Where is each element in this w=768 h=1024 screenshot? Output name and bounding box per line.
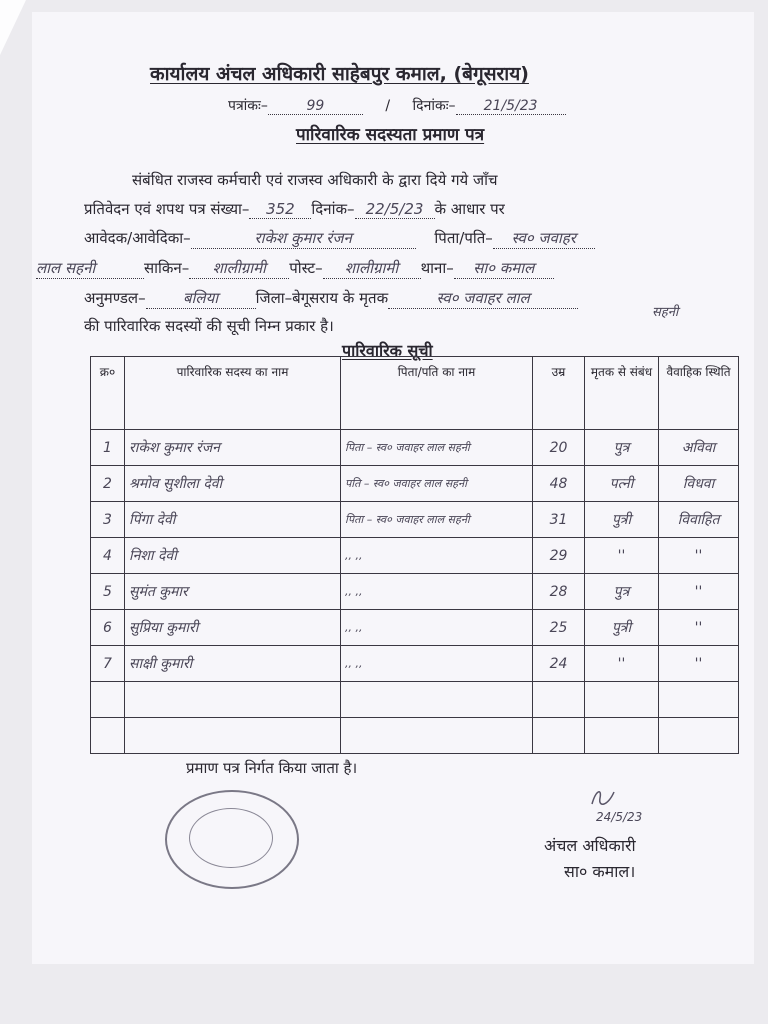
serial-cell: 2 xyxy=(91,466,125,502)
separator: / xyxy=(385,98,391,114)
father-husband-cell xyxy=(341,718,533,754)
father-husband-cell: ,, ,, xyxy=(341,538,533,574)
body-line-2 xyxy=(84,199,505,219)
member-name-cell xyxy=(125,682,341,718)
officer-place: सा० कमाल। xyxy=(564,862,636,881)
table-header-row xyxy=(91,357,739,430)
member-name-cell: श्रमोव सुशीला देवी xyxy=(125,466,341,502)
age-cell: 28 xyxy=(533,574,585,610)
table-row xyxy=(91,718,739,754)
subdivision-value: बलिया xyxy=(146,288,256,309)
page-fold-corner xyxy=(0,0,26,55)
table-row xyxy=(91,682,739,718)
body-line-6: की पारिवारिक सदस्यों की सूची निम्न प्रकार है। xyxy=(84,317,334,335)
father-husband-cell: पिता – स्व० जवाहर लाल सहनी xyxy=(341,502,533,538)
serial-cell: 1 xyxy=(91,430,125,466)
sakin-label: साकिन– xyxy=(144,259,190,277)
marital-status-cell: '' xyxy=(659,574,739,610)
father-label: पिता/पति– xyxy=(434,229,493,247)
serial-cell: 7 xyxy=(91,646,125,682)
father-husband-cell: ,, ,, xyxy=(341,646,533,682)
header-marital-status: वैवाहिक स्थिति xyxy=(659,357,739,430)
affidavit-number: 352 xyxy=(249,200,311,219)
dinank-value: 21/5/23 xyxy=(456,98,566,115)
marital-status-cell: विवाहित xyxy=(659,502,739,538)
header-member-name: पारिवारिक सदस्य का नाम xyxy=(125,357,341,430)
office-title: कार्यालय अंचल अधिकारी साहेबपुर कमाल, (बेगूसराय) xyxy=(150,63,529,85)
member-name-cell xyxy=(125,718,341,754)
table-row xyxy=(91,430,739,466)
relation-cell: पुत्री xyxy=(585,502,659,538)
marital-status-cell: विधवा xyxy=(659,466,739,502)
list-title: पारिवारिक सूची xyxy=(342,341,433,360)
relation-cell: पुत्री xyxy=(585,610,659,646)
header-age: उम्र xyxy=(533,357,585,430)
serial-cell: 5 xyxy=(91,574,125,610)
applicant-name: राकेश कुमार रंजन xyxy=(191,228,416,249)
serial-cell xyxy=(91,718,125,754)
serial-cell xyxy=(91,682,125,718)
marital-status-cell: अविवा xyxy=(659,430,739,466)
basis-text: के आधार पर xyxy=(434,200,505,218)
age-cell: 31 xyxy=(533,502,585,538)
age-cell xyxy=(533,682,585,718)
father-husband-cell: ,, ,, xyxy=(341,610,533,646)
header-relation: मृतक से संबंध xyxy=(585,357,659,430)
table-row xyxy=(91,502,739,538)
marital-status-cell: '' xyxy=(659,538,739,574)
affidavit-label: प्रतिवेदन एवं शपथ पत्र संख्या– xyxy=(84,200,250,218)
family-members-table xyxy=(90,356,739,754)
serial-cell: 6 xyxy=(91,610,125,646)
body-line-4 xyxy=(36,258,554,279)
father-husband-cell: ,, ,, xyxy=(341,574,533,610)
table-row xyxy=(91,538,739,574)
age-cell: 20 xyxy=(533,430,585,466)
member-name-cell: साक्षी कुमारी xyxy=(125,646,341,682)
relation-cell xyxy=(585,682,659,718)
applicant-label: आवेदक/आवेदिका– xyxy=(84,229,191,247)
relation-cell: पुत्र xyxy=(585,430,659,466)
header-father-husband: पिता/पति का नाम xyxy=(341,357,533,430)
body-line-5 xyxy=(84,288,578,309)
member-name-cell: सुमंत कुमार xyxy=(125,574,341,610)
member-name-cell: सुप्रिया कुमारी xyxy=(125,610,341,646)
table-row xyxy=(91,646,739,682)
thana-value: सा० कमाल xyxy=(454,258,554,279)
header-serial: क्र० xyxy=(91,357,125,430)
age-cell: 24 xyxy=(533,646,585,682)
relation-cell: पत्नी xyxy=(585,466,659,502)
father-husband-cell: पति – स्व० जवाहर लाल सहनी xyxy=(341,466,533,502)
deceased-name: स्व० जवाहर लाल xyxy=(388,288,578,309)
thana-label: थाना– xyxy=(420,259,454,277)
relation-cell: '' xyxy=(585,538,659,574)
marital-status-cell xyxy=(659,682,739,718)
member-name-cell: राकेश कुमार रंजन xyxy=(125,430,341,466)
relation-cell: '' xyxy=(585,646,659,682)
marital-status-cell: '' xyxy=(659,610,739,646)
post-label: पोस्ट– xyxy=(289,259,323,277)
officer-designation: अंचल अधिकारी xyxy=(544,836,636,855)
marital-status-cell xyxy=(659,718,739,754)
father-name-cont: लाल सहनी xyxy=(36,258,144,279)
seal-emblem xyxy=(189,808,273,868)
member-name-cell: पिंगा देवी xyxy=(125,502,341,538)
dinank-label: दिनांकः– xyxy=(412,98,456,114)
sakin-value: शालीग्रामी xyxy=(189,258,289,279)
affidavit-date-label: दिनांक– xyxy=(311,200,355,218)
relation-cell xyxy=(585,718,659,754)
district-text: जिला–बेगूसराय के मृतक xyxy=(255,289,389,307)
member-name-cell: निशा देवी xyxy=(125,538,341,574)
officer-signature xyxy=(588,786,618,810)
patrank-value: 99 xyxy=(268,98,363,115)
affidavit-date: 22/5/23 xyxy=(355,200,435,219)
father-husband-cell xyxy=(341,682,533,718)
serial-cell: 3 xyxy=(91,502,125,538)
deceased-name-cont: सहनी xyxy=(652,305,679,320)
age-cell xyxy=(533,718,585,754)
age-cell: 48 xyxy=(533,466,585,502)
relation-cell: पुत्र xyxy=(585,574,659,610)
table-row xyxy=(91,574,739,610)
marital-status-cell: '' xyxy=(659,646,739,682)
age-cell: 25 xyxy=(533,610,585,646)
document-title: पारिवारिक सदस्यता प्रमाण पत्र xyxy=(296,125,485,145)
father-name: स्व० जवाहर xyxy=(493,228,595,249)
table-row xyxy=(91,466,739,502)
office-seal xyxy=(165,790,299,889)
issued-statement: प्रमाण पत्र निर्गत किया जाता है। xyxy=(186,759,358,777)
post-value: शालीग्रामी xyxy=(323,258,421,279)
body-line-3 xyxy=(84,228,595,249)
father-husband-cell: पिता – स्व० जवाहर लाल सहनी xyxy=(341,430,533,466)
table-row xyxy=(91,610,739,646)
body-line-1: संबंधित राजस्व कर्मचारी एवं राजस्व अधिकारी के द्वारा दिये गये जाँच xyxy=(132,171,498,189)
reference-line xyxy=(228,96,566,115)
subdivision-label: अनुमण्डल– xyxy=(84,289,146,307)
patrank-label: पत्रांकः– xyxy=(228,98,268,114)
age-cell: 29 xyxy=(533,538,585,574)
serial-cell: 4 xyxy=(91,538,125,574)
signature-date: 24/5/23 xyxy=(596,810,643,824)
